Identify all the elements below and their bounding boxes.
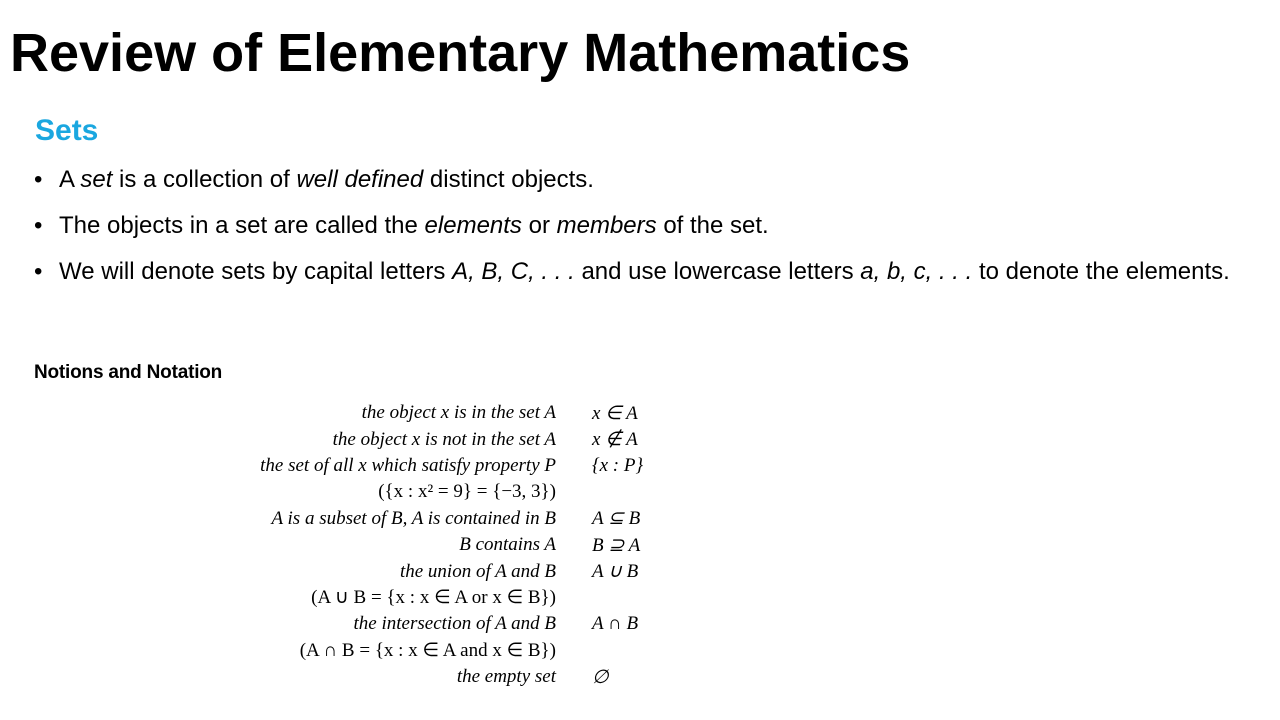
bullet-dot: • bbox=[34, 258, 43, 285]
notation-symbol: A ∩ B bbox=[592, 613, 639, 635]
notation-row bbox=[150, 558, 670, 584]
notation-description: the intersection of A and B bbox=[353, 613, 556, 635]
notation-row bbox=[150, 611, 670, 637]
notation-example: (A ∪ B = {x : x ∈ A or x ∈ B}) bbox=[311, 587, 556, 609]
text-segment-italic: set bbox=[80, 166, 113, 193]
text-segment-italic: elements bbox=[424, 212, 522, 239]
bullet-item bbox=[34, 210, 1249, 242]
bullet-dot: • bbox=[34, 212, 43, 239]
text-segment: to denote the elements. bbox=[972, 258, 1230, 285]
notation-row bbox=[150, 664, 670, 690]
notation-description: the empty set bbox=[456, 666, 556, 688]
notation-symbol: x ∉ A bbox=[592, 429, 638, 451]
bullet-text bbox=[59, 212, 769, 239]
text-segment: A bbox=[59, 166, 81, 193]
notation-row bbox=[150, 585, 670, 611]
text-segment-italic: A, B, C, . . . bbox=[452, 258, 575, 285]
text-segment: We will denote sets by capital letters bbox=[59, 258, 453, 285]
notation-symbol: ∅ bbox=[592, 666, 609, 688]
bullet-item bbox=[34, 256, 1249, 288]
notation-row bbox=[150, 506, 670, 532]
text-segment-italic: a, b, c, . . . bbox=[860, 258, 973, 285]
notation-table bbox=[150, 400, 670, 690]
text-segment: distinct objects. bbox=[423, 166, 594, 193]
section-heading: Sets bbox=[35, 114, 99, 147]
notation-row bbox=[150, 400, 670, 426]
notation-description: B contains A bbox=[459, 534, 556, 556]
notation-row bbox=[150, 453, 670, 479]
notation-description: the union of A and B bbox=[399, 560, 556, 582]
bullet-text bbox=[59, 166, 594, 193]
notation-example: ({x : x² = 9} = {−3, 3}) bbox=[378, 481, 556, 503]
notation-description: the object x is in the set A bbox=[361, 402, 556, 424]
notation-symbol: A ∪ B bbox=[592, 561, 639, 583]
text-segment: of the set. bbox=[656, 212, 769, 239]
notation-description: A is a subset of B, A is contained in B bbox=[271, 507, 556, 529]
text-segment: The objects in a set are called the bbox=[59, 212, 425, 239]
notation-symbol: {x : P} bbox=[592, 454, 644, 476]
text-segment: or bbox=[521, 212, 557, 239]
notation-example: (A ∩ B = {x : x ∈ A and x ∈ B}) bbox=[299, 640, 556, 662]
notation-row bbox=[150, 479, 670, 505]
bullet-dot: • bbox=[34, 166, 43, 193]
text-segment-italic: well defined bbox=[296, 166, 424, 193]
text-segment: and use lowercase letters bbox=[574, 258, 861, 285]
notation-symbol: B ⊇ A bbox=[592, 534, 641, 556]
notation-symbol: x ∈ A bbox=[592, 402, 638, 424]
notation-symbol: A ⊆ B bbox=[592, 508, 641, 530]
text-segment: is a collection of bbox=[112, 166, 297, 193]
bullet-list bbox=[34, 164, 1249, 302]
notation-row bbox=[150, 532, 670, 558]
bullet-text bbox=[59, 258, 1230, 285]
page-title: Review of Elementary Mathematics bbox=[10, 23, 911, 83]
notation-row bbox=[150, 426, 670, 452]
notation-description: the object x is not in the set A bbox=[332, 428, 556, 450]
bullet-item bbox=[34, 164, 1249, 196]
notation-row bbox=[150, 638, 670, 664]
notation-heading: Notions and Notation bbox=[34, 362, 223, 383]
notation-description: the set of all x which satisfy property P bbox=[260, 454, 556, 476]
text-segment-italic: members bbox=[556, 212, 657, 239]
